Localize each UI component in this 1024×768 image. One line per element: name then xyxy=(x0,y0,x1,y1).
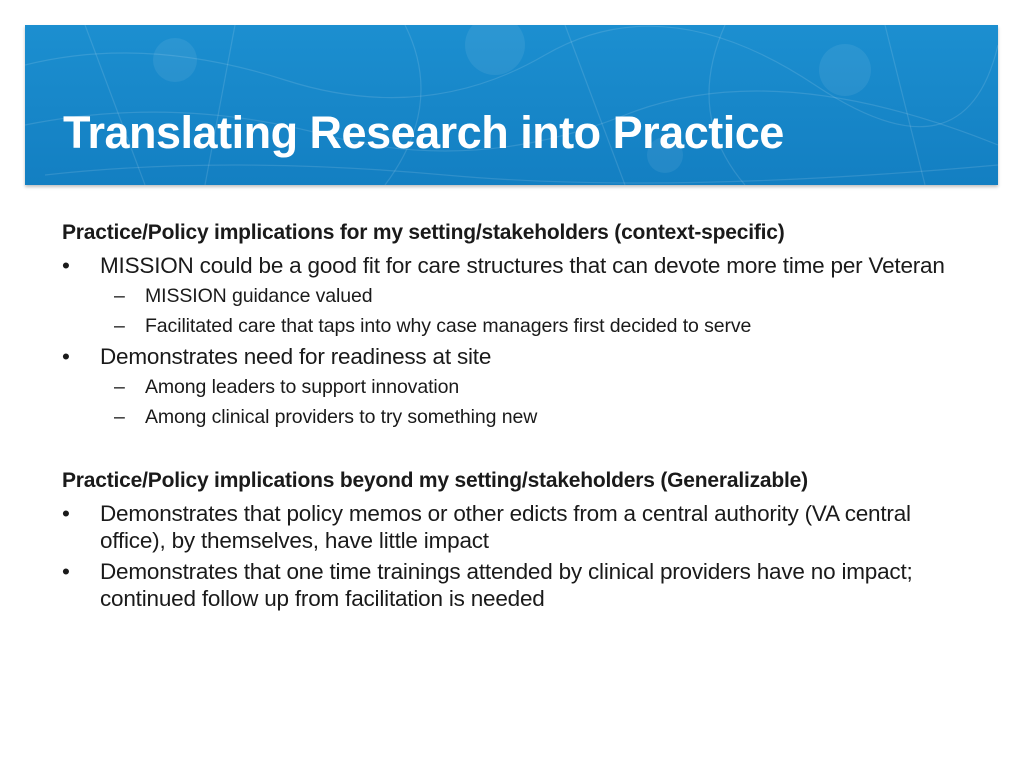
section-context-specific xyxy=(62,218,982,430)
bullet-icon: • xyxy=(62,501,70,526)
section-generalizable xyxy=(62,466,982,612)
bullet-text: Demonstrates that one time trainings attended by clinical providers have no impact; continued follow up from facilitation is needed xyxy=(100,559,913,611)
bullet-item xyxy=(62,343,982,370)
bullet-text: Demonstrates need for readiness at site xyxy=(100,344,492,369)
bullet-item xyxy=(62,500,982,554)
sub-bullet-item xyxy=(62,404,982,430)
section-spacer xyxy=(62,430,982,466)
sub-bullet-item xyxy=(62,313,982,339)
bullet-text: MISSION could be a good fit for care structures that can devote more time per Veteran xyxy=(100,253,945,278)
section-heading: Practice/Policy implications beyond my setting/stakeholders (Generalizable) xyxy=(62,469,808,492)
bullet-icon: • xyxy=(62,253,70,278)
sub-bullet-item xyxy=(62,374,982,400)
bullet-item xyxy=(62,252,982,279)
sub-bullet-text: MISSION guidance valued xyxy=(145,285,373,307)
bullet-text: Demonstrates that policy memos or other edicts from a central authority (VA central office), by themselves, have little impact xyxy=(100,501,911,553)
sub-bullet-text: Facilitated care that taps into why case managers first decided to serve xyxy=(145,315,752,337)
sub-bullet-text: Among leaders to support innovation xyxy=(145,376,460,398)
dash-icon: – xyxy=(114,376,125,398)
bullet-item xyxy=(62,558,982,612)
dash-icon: – xyxy=(114,406,125,428)
title-banner xyxy=(25,25,998,185)
page-title: Translating Research into Practice xyxy=(63,107,784,158)
section-heading: Practice/Policy implications for my setting/stakeholders (context-specific) xyxy=(62,221,785,244)
sub-bullet-item xyxy=(62,283,982,309)
sub-bullet-text: Among clinical providers to try something new xyxy=(145,406,538,428)
dash-icon: – xyxy=(114,315,125,337)
bullet-icon: • xyxy=(62,559,70,584)
slide-content xyxy=(62,218,982,612)
banner-pattern xyxy=(25,25,998,185)
bullet-icon: • xyxy=(62,344,70,369)
dash-icon: – xyxy=(114,285,125,307)
